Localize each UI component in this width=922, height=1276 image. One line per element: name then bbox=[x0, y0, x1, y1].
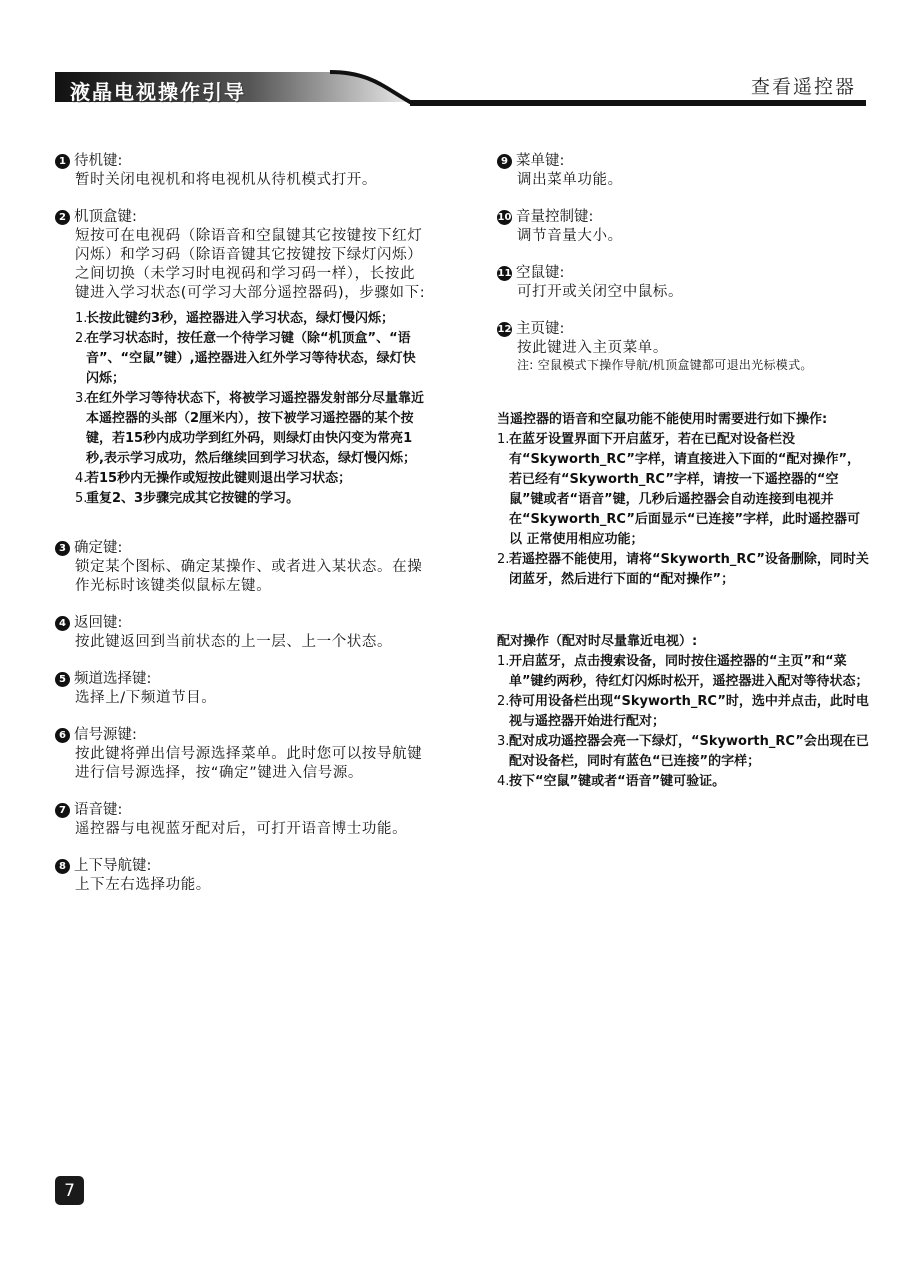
key-item-channel bbox=[55, 670, 427, 708]
number-badge: 4 bbox=[55, 616, 70, 631]
number-badge: 6 bbox=[55, 728, 70, 743]
number-badge: 11 bbox=[497, 268, 512, 279]
key-label: 菜单键: bbox=[516, 153, 565, 169]
learn-steps bbox=[75, 309, 427, 509]
key-description: 选择上/下频道节目。 bbox=[75, 690, 217, 706]
learn-step bbox=[75, 469, 427, 489]
section-title: 查看遥控器 bbox=[750, 76, 856, 98]
step-number: 4. bbox=[75, 471, 88, 486]
step-number: 2. bbox=[75, 331, 88, 346]
troubleshoot-step bbox=[497, 430, 872, 550]
step-text: 待可用设备栏出现“Skyworth_RC”时，选中并点击，此时电视与遥控器开始进行配对； bbox=[509, 694, 869, 729]
pairing-step bbox=[497, 652, 872, 692]
step-number: 2. bbox=[497, 694, 510, 709]
number-badge: 8 bbox=[55, 859, 70, 874]
pairing-title: 配对操作（配对时尽量靠近电视）: bbox=[497, 634, 698, 649]
step-number: 1. bbox=[75, 311, 88, 326]
key-item-back bbox=[55, 614, 427, 652]
key-description: 按此键进入主页菜单。 bbox=[517, 340, 668, 356]
header-title: 液晶电视操作引导 bbox=[70, 80, 246, 104]
key-item-ok bbox=[55, 539, 427, 596]
pairing-step bbox=[497, 772, 872, 792]
number-badge: 12 bbox=[497, 324, 512, 335]
key-description: 可打开或关闭空中鼠标。 bbox=[517, 284, 684, 300]
learn-step bbox=[75, 329, 427, 389]
troubleshoot-steps bbox=[497, 430, 872, 590]
page-number: 7 bbox=[55, 1176, 84, 1205]
key-description: 按此键将弹出信号源选择菜单。此时您可以按导航键进行信号源选择，按“确定”键进入信号源。 bbox=[75, 746, 423, 781]
step-number: 1. bbox=[497, 654, 510, 669]
key-item-airmouse bbox=[497, 264, 872, 302]
step-text: 开启蓝牙，点击搜索设备，同时按住遥控器的“主页”和“菜单”键约两秒，待红灯闪烁时松开，遥控器进入配对等待状态； bbox=[509, 654, 869, 689]
step-number: 1. bbox=[497, 432, 510, 447]
right-column bbox=[497, 152, 872, 792]
step-text: 配对成功遥控器会亮一下绿灯，“Skyworth_RC”会出现在已配对设备栏，同时有蓝色“已连接”的字样； bbox=[509, 734, 869, 769]
pairing-steps bbox=[497, 652, 872, 792]
learn-step bbox=[75, 309, 427, 329]
number-badge: 2 bbox=[55, 210, 70, 225]
key-label: 机顶盒键: bbox=[74, 209, 137, 225]
step-text: 若遥控器不能使用，请将“Skyworth_RC”设备删除，同时关闭蓝牙，然后进行下面的“配对操作”； bbox=[509, 552, 869, 587]
key-description: 锁定某个图标、确定某操作、或者进入某状态。在操作光标时该键类似鼠标左键。 bbox=[75, 559, 423, 594]
pairing-step bbox=[497, 732, 872, 772]
number-badge: 7 bbox=[55, 803, 70, 818]
step-text: 重复2、3步骤完成其它按键的学习。 bbox=[86, 491, 300, 506]
learn-step bbox=[75, 489, 427, 509]
pairing-step bbox=[497, 692, 872, 732]
step-text: 长按此键约3秒，遥控器进入学习状态，绿灯慢闪烁； bbox=[86, 311, 395, 326]
key-item-settop bbox=[55, 208, 427, 509]
key-label: 确定键: bbox=[74, 540, 123, 556]
step-text: 按下“空鼠”键或者“语音”键可验证。 bbox=[509, 774, 726, 789]
key-label: 上下导航键: bbox=[74, 858, 152, 874]
step-number: 5. bbox=[75, 491, 88, 506]
key-label: 信号源键: bbox=[74, 727, 137, 743]
number-badge: 1 bbox=[55, 154, 70, 169]
key-item-menu bbox=[497, 152, 872, 190]
key-label: 语音键: bbox=[74, 802, 123, 818]
troubleshoot-title: 当遥控器的语音和空鼠功能不能使用时需要进行如下操作: bbox=[497, 412, 828, 427]
key-label: 返回键: bbox=[74, 615, 123, 631]
troubleshoot-step bbox=[497, 550, 872, 590]
key-item-standby bbox=[55, 152, 427, 190]
page-header bbox=[0, 0, 922, 110]
step-text: 在红外学习等待状态下，将被学习遥控器发射部分尽量靠近本遥控器的头部（2厘米内），按下被学习遥控器的某个按键，若15秒内成功学到红外码，则绿灯由快闪变为常亮1秒,表示学习成功，然后继续回到学习状态，绿灯慢闪烁； bbox=[86, 391, 425, 466]
key-description: 短按可在电视码（除语音和空鼠键其它按键按下红灯闪烁）和学习码（除语音键其它按键按下绿灯闪烁）之间切换（未学习时电视码和学习码一样），长按此键进入学习状态(可学习大部分遥控器码)，步骤如下: bbox=[75, 228, 426, 301]
step-text: 若15秒内无操作或短按此键则退出学习状态； bbox=[86, 471, 352, 486]
step-number: 3. bbox=[75, 391, 88, 406]
key-item-navigation bbox=[55, 857, 427, 895]
troubleshoot-section bbox=[497, 410, 872, 590]
number-badge: 5 bbox=[55, 672, 70, 687]
number-badge: 10 bbox=[497, 212, 512, 223]
step-number: 2. bbox=[497, 552, 510, 567]
key-item-volume bbox=[497, 208, 872, 246]
home-note: 注: 空鼠模式下操作导航/机顶盒键都可退出光标模式。 bbox=[517, 358, 813, 372]
step-text: 在学习状态时，按任意一个待学习键（除“机顶盒”、“语音”、“空鼠”键）,遥控器进入红外学习等待状态，绿灯快闪烁； bbox=[86, 331, 416, 386]
left-column bbox=[55, 152, 427, 913]
key-description: 调节音量大小。 bbox=[517, 228, 623, 244]
key-description: 暂时关闭电视机和将电视机从待机模式打开。 bbox=[75, 172, 377, 188]
step-number: 3. bbox=[497, 734, 510, 749]
key-description: 遥控器与电视蓝牙配对后，可打开语音博士功能。 bbox=[75, 821, 408, 837]
learn-step bbox=[75, 389, 427, 469]
key-label: 频道选择键: bbox=[74, 671, 152, 687]
number-badge: 9 bbox=[497, 154, 512, 169]
key-label: 音量控制键: bbox=[516, 209, 594, 225]
key-description: 按此键返回到当前状态的上一层、上一个状态。 bbox=[75, 634, 393, 650]
step-number: 4. bbox=[497, 774, 510, 789]
pairing-section bbox=[497, 632, 872, 792]
key-item-home bbox=[497, 320, 872, 372]
key-label: 空鼠键: bbox=[516, 265, 565, 281]
key-label: 待机键: bbox=[74, 153, 123, 169]
key-item-voice bbox=[55, 801, 427, 839]
key-description: 调出菜单功能。 bbox=[517, 172, 623, 188]
number-badge: 3 bbox=[55, 541, 70, 556]
key-description: 上下左右选择功能。 bbox=[75, 877, 211, 893]
key-label: 主页键: bbox=[516, 321, 565, 337]
step-text: 在蓝牙设置界面下开启蓝牙，若在已配对设备栏没有“Skyworth_RC”字样，请直接进入下面的“配对操作”，若已经有“Skyworth_RC”字样，请按一下遥控器的“空鼠”键或者“语音”键，几秒后遥控器会自动连接到电视并在“Skyworth_RC”后面显示“已连接”字样，此时遥控器可以 正常使用相应功能； bbox=[509, 432, 861, 547]
key-item-source bbox=[55, 726, 427, 783]
